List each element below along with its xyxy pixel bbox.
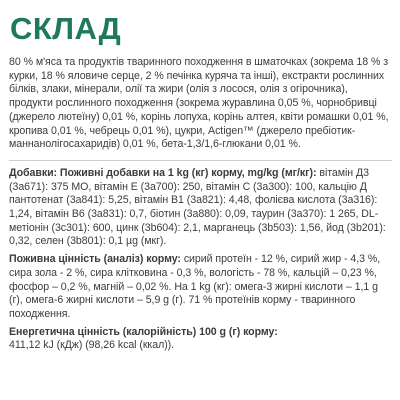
additives-label: Добавки: Поживні добавки на 1 kg (кг) корму, mg/kg (мг/кг): (9, 166, 317, 179)
energy-label: Енергетична цінність (калорійність) 100 g (г) корму: (9, 325, 278, 338)
nutrition-text: сирий протеїн - 12 %, сирий жир - 4,3 %, сира зола - 2 %, сира клітковина - 0,3 %, вологість - 78 %, кальцій – 0,23 %, фосфор – 0,2 %, магній – 0,02 %. На 1 kg (кг): омега-3 жирні кислоти – 1,1 g (г), омега-6 жирні кислоти – 5,9 g (г). 71 % протеїнів корму - тваринного походження. (9, 253, 381, 320)
page-title: СКЛАД (10, 11, 122, 46)
composition-text: 80 % м'яса та продуктів тваринного походження в шматочках (зокрема 18 % з курки, 18 % яловиче серце, 2 % печінка куряча та інші), екстракти рослинних білків, злаки, мінерали, олії та жири (олія з лосося, олія з огірочника), продукти рослинного походження (зокрема журавлина 0,05 %, чорнобривці (джерело лютеїну) 0,01 %, корінь лопуха, корінь алтея, квіти ромашки 0,01 %, кропива 0,01 %, чебрець 0,01 %), цукри, Actigen™ (джерело пребіотик-маннанолігосахаридів) 0,01 %, бета-1,3/1,6-глюкани 0,01 %. (9, 56, 389, 151)
energy-value: 411,12 kJ (кДж) (98,26 kcal (ккал)). (9, 339, 175, 352)
nutrition-section (9, 253, 392, 322)
additives-section (9, 167, 392, 249)
additives-text: вітамін Д3 (3а671): 375 МО, вітамін Е (3а700): 250, вітамін С (3а300): 100, кальцію Д пантотенат (3а841): 5,25, вітамін В1 (3а821): 4,48, фолієва кислота (3а316): 1,24, вітамін В6 (3а831): 0,7, біотин (3а880): 0,09, таурин (3а370): 1 265, DL-метіонін (3с301): 600, цинк (3b604): 2,1, марганець (3b503): 1,56, йод (3b201): 0,32, селен (3b801): 0,1 µg (мкг). (9, 166, 386, 248)
energy-section (9, 326, 392, 353)
section-divider (9, 160, 392, 161)
nutrition-label: Поживна цінність (аналіз) корму: (9, 253, 181, 266)
